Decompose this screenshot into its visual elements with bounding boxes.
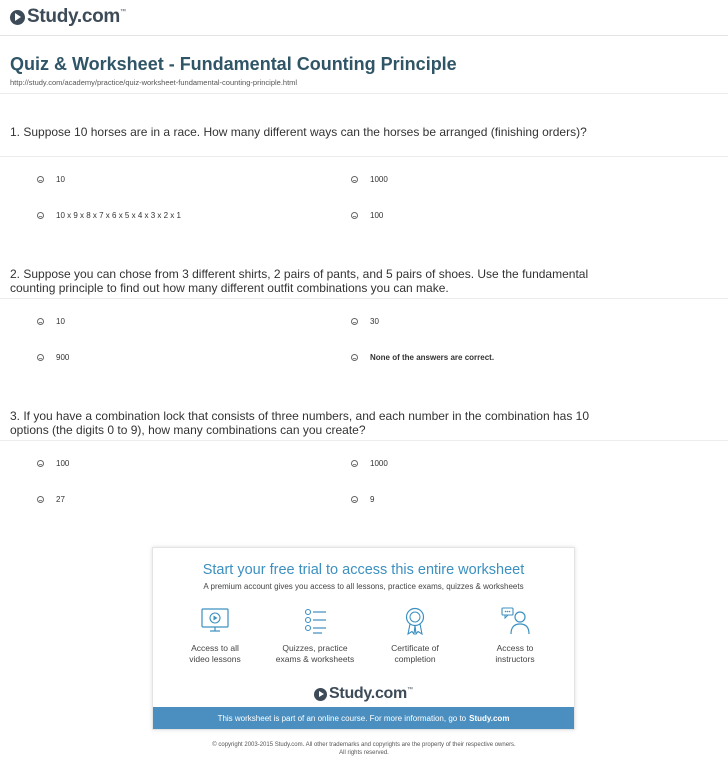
- promo-bar-text: This worksheet is part of an online course. For more information, go to: [217, 713, 467, 723]
- answer-option[interactable]: [351, 175, 388, 184]
- answer-option[interactable]: [351, 459, 388, 468]
- divider: [0, 298, 728, 299]
- answer-text: 30: [370, 317, 379, 326]
- answer-option[interactable]: [37, 175, 65, 184]
- feature-label: Certificate of: [391, 643, 439, 653]
- feature-label: exams & worksheets: [275, 654, 355, 664]
- trademark-mark: ™: [406, 687, 413, 693]
- divider: [0, 93, 728, 94]
- question-1: 1. Suppose 10 horses are in a race. How many different ways can the horses be arranged (finishing orders)?: [10, 125, 587, 139]
- radio-button-icon[interactable]: [351, 496, 358, 503]
- trademark-mark: ™: [120, 9, 127, 15]
- answer-text: 10: [56, 175, 65, 184]
- feature-label: video lessons: [189, 654, 241, 664]
- answer-option[interactable]: [37, 211, 181, 220]
- radio-button-icon[interactable]: [351, 318, 358, 325]
- feature-certificate: [365, 606, 465, 665]
- page-url: http://study.com/academy/practice/quiz-worksheet-fundamental-counting-principle.html: [10, 78, 298, 87]
- answer-text: 100: [370, 211, 384, 220]
- radio-button-icon[interactable]: [37, 176, 44, 183]
- answer-option[interactable]: [37, 353, 69, 362]
- answer-text: 100: [56, 459, 70, 468]
- promo-title: Start your free trial to access this entire worksheet: [202, 562, 525, 578]
- radio-button-icon[interactable]: [37, 460, 44, 467]
- instructor-icon: [500, 606, 530, 636]
- study-link[interactable]: Study.com: [469, 713, 510, 723]
- quiz-list-icon: [300, 606, 330, 636]
- divider: [0, 156, 728, 157]
- answer-option[interactable]: [351, 211, 383, 220]
- feature-video-lessons: [165, 606, 265, 665]
- play-logo-icon: [10, 10, 25, 25]
- radio-button-icon[interactable]: [351, 460, 358, 467]
- feature-label: Quizzes, practice: [282, 643, 348, 653]
- video-lesson-icon: [200, 606, 230, 636]
- question-3: 3. If you have a combination lock that consists of three numbers, and each number in the combination has 10 options (the digits 0 to 9), how many combinations can you create?: [10, 409, 590, 437]
- promo-info-bar: [153, 707, 574, 729]
- answer-option[interactable]: [37, 459, 69, 468]
- logo-text: Study.com: [27, 6, 121, 27]
- feature-label: completion: [394, 654, 436, 664]
- answer-text: 10 x 9 x 8 x 7 x 6 x 5 x 4 x 3 x 2 x 1: [56, 211, 181, 220]
- answer-text: 1000: [370, 175, 388, 184]
- answer-option[interactable]: [351, 353, 494, 362]
- feature-label: Access to: [496, 643, 534, 653]
- radio-button-icon[interactable]: [351, 354, 358, 361]
- header-divider: [0, 35, 728, 36]
- answer-text: 27: [56, 495, 65, 504]
- rights-line: All rights reserved.: [339, 750, 389, 756]
- radio-button-icon[interactable]: [37, 496, 44, 503]
- promo-study-logo[interactable]: [153, 685, 574, 703]
- answer-text: 900: [56, 353, 70, 362]
- answer-option[interactable]: [37, 317, 65, 326]
- logo-text: Study.com: [329, 685, 407, 702]
- page-title: Quiz & Worksheet - Fundamental Counting Principle: [10, 54, 457, 74]
- radio-button-icon[interactable]: [37, 318, 44, 325]
- radio-button-icon[interactable]: [37, 354, 44, 361]
- answer-text: None of the answers are correct.: [370, 353, 495, 362]
- radio-button-icon[interactable]: [351, 176, 358, 183]
- radio-button-icon[interactable]: [351, 212, 358, 219]
- feature-quizzes: [265, 606, 365, 665]
- answer-text: 9: [370, 495, 375, 504]
- copyright-line: © copyright 2003-2015 Study.com. All other trademarks and copyrights are the property of their respective owners.: [212, 742, 516, 748]
- answer-text: 1000: [370, 459, 388, 468]
- study-logo[interactable]: [10, 7, 126, 27]
- divider: [0, 440, 728, 441]
- answer-option[interactable]: [37, 495, 65, 504]
- answer-text: 10: [56, 317, 65, 326]
- question-2: 2. Suppose you can chose from 3 different shirts, 2 pairs of pants, and 5 pairs of shoes. Use the fundamental counting principle to find out how many different outfit combinations you can make.: [10, 267, 589, 295]
- promo-subtitle: A premium account gives you access to all lessons, practice exams, quizzes & worksheets: [203, 582, 524, 591]
- free-trial-promo[interactable]: [152, 547, 575, 730]
- play-logo-icon: [314, 688, 327, 701]
- certificate-icon: [400, 606, 430, 636]
- feature-instructors: [465, 606, 565, 665]
- answer-option[interactable]: [351, 317, 379, 326]
- feature-label: Access to all: [191, 643, 239, 653]
- radio-button-icon[interactable]: [37, 212, 44, 219]
- copyright-footer: [0, 741, 728, 757]
- feature-label: instructors: [495, 654, 535, 664]
- answer-option[interactable]: [351, 495, 374, 504]
